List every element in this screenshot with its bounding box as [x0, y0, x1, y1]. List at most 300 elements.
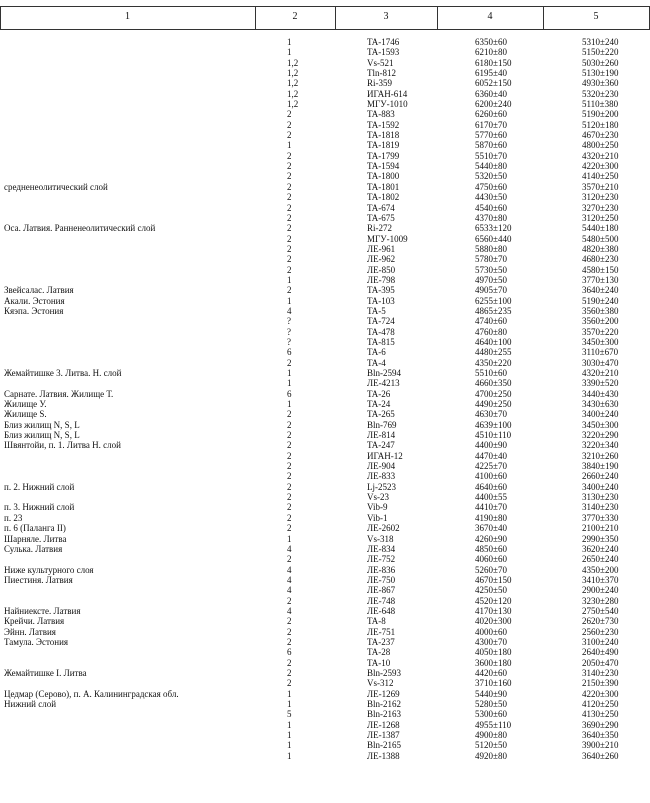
table-row: [0, 461, 650, 471]
calibrated-age-cell: 3400±240: [582, 481, 619, 492]
lab-index-cell: TA-395: [367, 285, 395, 296]
table-row: [0, 523, 650, 533]
lab-index-cell: TA-247: [367, 440, 395, 451]
table-row: [0, 689, 650, 699]
table-header: [0, 0, 650, 30]
stratum-cell: 1: [287, 368, 292, 378]
lab-index-cell: ЛЕ-814: [367, 430, 396, 441]
stratum-cell: 1: [287, 688, 292, 699]
table-row: [0, 223, 650, 233]
lab-index-cell: TA-1594: [367, 161, 400, 172]
stratum-cell: 6: [287, 347, 292, 358]
calibrated-age-cell: 3210±260: [582, 450, 619, 461]
radiocarbon-age-cell: 4060±60: [475, 554, 507, 565]
site-cell: Шарняле. Литва: [4, 533, 67, 544]
lab-index-cell: TA-28: [367, 647, 391, 658]
lab-index-cell: Bln-2594: [367, 368, 402, 378]
stratum-cell: 2: [287, 181, 292, 192]
stratum-cell: 2: [287, 357, 292, 368]
radiocarbon-age-cell: 4400±55: [475, 492, 507, 503]
stratum-cell: 4: [287, 574, 292, 585]
site-cell: Швянтойи, п. 1. Литва Н. слой: [4, 440, 121, 451]
stratum-cell: 2: [287, 492, 292, 503]
radiocarbon-age-cell: 5730±50: [475, 264, 507, 275]
lab-index-cell: TA-815: [367, 336, 395, 347]
table-row: [0, 730, 650, 740]
stratum-cell: 1,2: [287, 78, 299, 89]
lab-index-cell: Bln-2593: [367, 667, 402, 678]
stratum-cell: 1: [287, 533, 292, 544]
table-row: [0, 358, 650, 368]
stratum-cell: 1: [287, 750, 292, 761]
lab-index-cell: ЛЕ-4213: [367, 378, 400, 389]
radiocarbon-age-cell: 5510±70: [475, 150, 507, 161]
stratum-cell: 4: [287, 585, 292, 596]
lab-index-cell: ЛЕ-751: [367, 626, 396, 637]
stratum-cell: 2: [287, 150, 292, 161]
calibrated-age-cell: 2900±240: [582, 585, 619, 596]
stratum-cell: 2: [287, 161, 292, 172]
lab-index-cell: Ri-359: [367, 78, 393, 89]
calibrated-age-cell: 3560±200: [582, 316, 619, 327]
stratum-cell: 1,2: [287, 68, 299, 79]
site-cell: Крейчи. Латвия: [4, 616, 65, 627]
calibrated-age-cell: 2150±390: [582, 678, 619, 689]
table-row: [0, 171, 650, 181]
stratum-cell: 1: [287, 37, 292, 47]
table-row: [0, 740, 650, 750]
table-row: [0, 492, 650, 502]
table-row: [0, 151, 650, 161]
table-row: [0, 389, 650, 399]
lab-index-cell: ЛЕ-834: [367, 543, 396, 554]
lab-index-cell: Vib-9: [367, 502, 388, 513]
lab-index-cell: МГУ-1009: [367, 233, 408, 244]
table-row: [0, 37, 650, 47]
radiocarbon-age-cell: 4760±80: [475, 326, 507, 337]
lab-index-cell: Vs-318: [367, 533, 394, 544]
calibrated-age-cell: 3560±380: [582, 305, 619, 316]
site-cell: Сарнате. Латвия. Жилище Т.: [4, 388, 114, 399]
table-row: [0, 709, 650, 719]
radiocarbon-age-cell: 4250±50: [475, 585, 507, 596]
lab-index-cell: TA-1800: [367, 171, 400, 182]
calibrated-age-cell: 4680±230: [582, 254, 619, 265]
header-col-2: 2: [292, 11, 298, 22]
table-row: [0, 502, 650, 512]
table-row: [0, 244, 650, 254]
table-row: [0, 130, 650, 140]
calibrated-age-cell: 5190±240: [582, 295, 619, 306]
stratum-cell: 2: [287, 171, 292, 182]
radiocarbon-age-cell: 4850±60: [475, 543, 507, 554]
lab-index-cell: Bln-2163: [367, 709, 402, 720]
calibrated-age-cell: 4220±300: [582, 688, 619, 699]
stratum-cell: ?: [287, 336, 291, 347]
site-cell: Звейсалас. Латвия: [4, 285, 74, 296]
table-row: [0, 58, 650, 68]
lab-index-cell: TA-10: [367, 657, 391, 668]
radiocarbon-age-cell: 4540±60: [475, 202, 507, 213]
table-row: [0, 544, 650, 554]
calibrated-age-cell: 4820±380: [582, 243, 619, 254]
lab-index-cell: МГУ-1010: [367, 99, 408, 110]
radiocarbon-age-cell: 5770±60: [475, 130, 507, 141]
calibrated-age-cell: 3640±350: [582, 730, 619, 741]
calibrated-age-cell: 3220±340: [582, 440, 619, 451]
stratum-cell: 2: [287, 481, 292, 492]
radiocarbon-age-cell: 5300±60: [475, 709, 507, 720]
stratum-cell: 2: [287, 450, 292, 461]
stratum-cell: 2: [287, 554, 292, 565]
site-cell: Жемайтишке 3. Литва. Н. слой: [4, 368, 122, 378]
radiocarbon-age-cell: 4640±100: [475, 336, 512, 347]
lab-index-cell: TA-24: [367, 399, 391, 410]
lab-index-cell: TA-4: [367, 357, 386, 368]
stratum-cell: 2: [287, 512, 292, 523]
table-row: [0, 430, 650, 440]
table-row: [0, 720, 650, 730]
radiocarbon-age-cell: 3670±40: [475, 523, 507, 534]
stratum-cell: 2: [287, 440, 292, 451]
lab-index-cell: ЛЕ-1268: [367, 719, 400, 730]
stratum-cell: 2: [287, 223, 292, 234]
radiocarbon-age-cell: 4670±150: [475, 574, 512, 585]
stratum-cell: 1: [287, 274, 292, 285]
lab-index-cell: ЛЕ-904: [367, 461, 396, 472]
calibrated-age-cell: 3620±240: [582, 543, 619, 554]
calibrated-age-cell: 3410±370: [582, 574, 619, 585]
site-cell: Нижний слой: [4, 699, 57, 709]
lab-index-cell: ЛЕ-1388: [367, 750, 400, 761]
stratum-cell: 1: [287, 730, 292, 741]
radiocarbon-age-cell: 3710±160: [475, 678, 512, 689]
stratum-cell: 1: [287, 699, 292, 709]
radiocarbon-age-cell: 4260±90: [475, 533, 507, 544]
table-row: [0, 89, 650, 99]
radiocarbon-age-cell: 4225±70: [475, 461, 507, 472]
table-row: [0, 647, 650, 657]
stratum-cell: 2: [287, 461, 292, 472]
radiocarbon-age-cell: 4430±50: [475, 192, 507, 203]
lab-index-cell: ЛЕ-748: [367, 595, 396, 606]
stratum-cell: 5: [287, 709, 292, 720]
lab-index-cell: ЛЕ-750: [367, 574, 396, 585]
stratum-cell: 2: [287, 109, 292, 120]
table-row: [0, 368, 650, 378]
table-row: [0, 337, 650, 347]
lab-index-cell: TA-724: [367, 316, 395, 327]
stratum-cell: 1: [287, 399, 292, 410]
radiocarbon-age-cell: 4370±80: [475, 212, 507, 223]
lab-index-cell: ЛЕ-833: [367, 471, 396, 482]
table-row: [0, 306, 650, 316]
table-row: [0, 699, 650, 709]
stratum-cell: 2: [287, 626, 292, 637]
calibrated-age-cell: 2560±230: [582, 626, 619, 637]
lab-index-cell: Bln-2165: [367, 740, 402, 751]
calibrated-age-cell: 3030±470: [582, 357, 619, 368]
lab-index-cell: TA-1802: [367, 192, 400, 203]
calibrated-age-cell: 5130±190: [582, 68, 619, 79]
calibrated-age-cell: 5030±260: [582, 57, 619, 68]
table-row: [0, 678, 650, 688]
radiocarbon-age-cell: 5260±70: [475, 564, 507, 575]
lab-index-cell: TA-6: [367, 347, 386, 358]
lab-index-cell: TA-1592: [367, 119, 400, 130]
radiocarbon-age-cell: 6052±150: [475, 78, 512, 89]
radiocarbon-age-cell: 4660±350: [475, 378, 512, 389]
table-row: [0, 534, 650, 544]
calibrated-age-cell: 3100±240: [582, 636, 619, 647]
table-row: [0, 482, 650, 492]
calibrated-age-cell: 3220±290: [582, 430, 619, 441]
calibrated-age-cell: 3770±130: [582, 274, 619, 285]
table-row: [0, 192, 650, 202]
site-cell: Акали. Эстония: [4, 295, 65, 306]
table-row: [0, 596, 650, 606]
radiocarbon-age-cell: 4420±60: [475, 667, 507, 678]
lab-index-cell: ЛЕ-961: [367, 243, 396, 254]
calibrated-age-cell: 5480±500: [582, 233, 619, 244]
calibrated-age-cell: 3450±300: [582, 419, 619, 430]
radiocarbon-age-cell: 4190±80: [475, 512, 507, 523]
calibrated-age-cell: 4350±200: [582, 564, 619, 575]
calibrated-age-cell: 3440±430: [582, 388, 619, 399]
site-cell: п. 3. Нижний слой: [4, 502, 75, 513]
site-cell: Близ жилищ N, S, L: [4, 419, 80, 430]
radiocarbon-age-cell: 4170±130: [475, 605, 512, 616]
stratum-cell: 1: [287, 378, 292, 389]
lab-index-cell: Vib-1: [367, 512, 388, 523]
lab-index-cell: Lj-2523: [367, 481, 396, 492]
calibrated-age-cell: 5320±230: [582, 88, 619, 99]
calibrated-age-cell: 3900±210: [582, 740, 619, 751]
radiocarbon-age-cell: 6195±40: [475, 68, 507, 79]
calibrated-age-cell: 5440±180: [582, 223, 619, 234]
radiocarbon-age-cell: 6210±80: [475, 47, 507, 58]
site-cell: Жемайтишке I. Литва: [4, 667, 87, 678]
radiocarbon-age-cell: 4520±120: [475, 595, 512, 606]
lab-index-cell: TA-1818: [367, 130, 400, 141]
lab-index-cell: Vs-521: [367, 57, 394, 68]
table-row: [0, 616, 650, 626]
radiocarbon-age-cell: 6180±150: [475, 57, 512, 68]
header-bottom-rule: [0, 29, 650, 30]
calibrated-age-cell: 5110±380: [582, 99, 619, 110]
table-row: [0, 275, 650, 285]
radiocarbon-age-cell: 4900±80: [475, 730, 507, 741]
calibrated-age-cell: 2640±490: [582, 647, 619, 658]
stratum-cell: 4: [287, 305, 292, 316]
lab-index-cell: ЛЕ-752: [367, 554, 396, 565]
site-cell: Жилище У.: [4, 399, 47, 410]
radiocarbon-age-cell: 4865±235: [475, 305, 512, 316]
radiocarbon-age-cell: 4750±60: [475, 181, 507, 192]
calibrated-age-cell: 3450±300: [582, 336, 619, 347]
radiocarbon-age-cell: 4350±220: [475, 357, 512, 368]
radiocarbon-age-cell: 4740±60: [475, 316, 507, 327]
calibrated-age-cell: 3110±670: [582, 347, 619, 358]
site-cell: п. 23: [4, 512, 23, 523]
table-row: [0, 99, 650, 109]
radiocarbon-age-cell: 5780±70: [475, 254, 507, 265]
calibrated-age-cell: 5120±180: [582, 119, 619, 130]
table-row: [0, 254, 650, 264]
calibrated-age-cell: 4800±250: [582, 140, 619, 151]
table-row: [0, 513, 650, 523]
stratum-cell: 2: [287, 192, 292, 203]
table-row: [0, 120, 650, 130]
stratum-cell: 2: [287, 212, 292, 223]
radiocarbon-age-cell: 5880±80: [475, 243, 507, 254]
stratum-cell: 2: [287, 264, 292, 275]
stratum-cell: 4: [287, 605, 292, 616]
lab-index-cell: TA-237: [367, 636, 395, 647]
table-row: [0, 68, 650, 78]
table-row: [0, 213, 650, 223]
calibrated-age-cell: 4140±250: [582, 171, 619, 182]
radiocarbon-age-cell: 4410±70: [475, 502, 507, 513]
site-cell: Кяэпа. Эстония: [4, 305, 64, 316]
stratum-cell: 1,2: [287, 99, 299, 110]
calibrated-age-cell: 2750±540: [582, 605, 619, 616]
radiocarbon-age-cell: 6350±60: [475, 37, 507, 47]
site-cell: Сулька. Латвия: [4, 543, 63, 554]
calibrated-age-cell: 3640±260: [582, 750, 619, 761]
stratum-cell: 2: [287, 595, 292, 606]
radiocarbon-age-cell: 5280±50: [475, 699, 507, 709]
lab-index-cell: ЛЕ-962: [367, 254, 396, 265]
site-cell: Близ жилищ N, S, L: [4, 430, 80, 441]
table-row: [0, 627, 650, 637]
site-cell: Эйнн. Латвия: [4, 626, 56, 637]
calibrated-age-cell: 2100±210: [582, 523, 619, 534]
lab-index-cell: ЛЕ-850: [367, 264, 396, 275]
stratum-cell: 1: [287, 140, 292, 151]
lab-index-cell: TA-674: [367, 202, 395, 213]
stratum-cell: 2: [287, 254, 292, 265]
radiocarbon-age-cell: 5510±60: [475, 368, 507, 378]
stratum-cell: 2: [287, 667, 292, 678]
calibrated-age-cell: 3770±330: [582, 512, 619, 523]
table-row: [0, 140, 650, 150]
lab-index-cell: Tln-812: [367, 68, 396, 79]
table-row: [0, 575, 650, 585]
lab-index-cell: TA-1593: [367, 47, 400, 58]
calibrated-age-cell: 5150±220: [582, 47, 619, 58]
radiocarbon-age-cell: 6560±440: [475, 233, 512, 244]
lab-index-cell: TA-26: [367, 388, 391, 399]
calibrated-age-cell: 4320±210: [582, 150, 619, 161]
radiocarbon-age-cell: 6200±240: [475, 99, 512, 110]
calibrated-age-cell: 3120±230: [582, 192, 619, 203]
table-row: [0, 234, 650, 244]
stratum-cell: 2: [287, 119, 292, 130]
calibrated-age-cell: 3840±190: [582, 461, 619, 472]
radiocarbon-age-cell: 4700±250: [475, 388, 512, 399]
stratum-cell: ?: [287, 326, 291, 337]
calibrated-age-cell: 4670±230: [582, 130, 619, 141]
table-row: [0, 203, 650, 213]
radiocarbon-age-cell: 5120±50: [475, 740, 507, 751]
lab-index-cell: TA-5: [367, 305, 386, 316]
lab-index-cell: ЛЕ-836: [367, 564, 396, 575]
radiocarbon-age-cell: 4490±250: [475, 399, 512, 410]
radiocarbon-age-cell: 6170±70: [475, 119, 507, 130]
calibrated-age-cell: 2990±350: [582, 533, 619, 544]
table-row: [0, 296, 650, 306]
stratum-cell: 2: [287, 202, 292, 213]
table-row: [0, 658, 650, 668]
radiocarbon-age-cell: 4630±70: [475, 409, 507, 420]
table-row: [0, 637, 650, 647]
lab-index-cell: TA-1746: [367, 37, 400, 47]
calibrated-age-cell: 3400±240: [582, 409, 619, 420]
table-row: [0, 606, 650, 616]
calibrated-age-cell: 3140±230: [582, 502, 619, 513]
lab-index-cell: ЛЕ-867: [367, 585, 396, 596]
stratum-cell: 2: [287, 523, 292, 534]
radiocarbon-age-cell: 6255±100: [475, 295, 512, 306]
table-row: [0, 451, 650, 461]
radiocarbon-age-cell: 4000±60: [475, 626, 507, 637]
lab-index-cell: Bln-769: [367, 419, 397, 430]
site-cell: Пиестиня. Латвия: [4, 574, 73, 585]
radiocarbon-age-cell: 4955±110: [475, 719, 512, 730]
calibrated-age-cell: 3640±240: [582, 285, 619, 296]
table-row: [0, 378, 650, 388]
lab-index-cell: TA-883: [367, 109, 395, 120]
stratum-cell: 2: [287, 502, 292, 513]
lab-index-cell: Vs-312: [367, 678, 394, 689]
table-row: [0, 668, 650, 678]
stratum-cell: 2: [287, 243, 292, 254]
table-row: [0, 182, 650, 192]
calibrated-age-cell: 4120±250: [582, 699, 619, 709]
radiocarbon-age-cell: 5870±60: [475, 140, 507, 151]
site-cell: Цедмар (Серово), п. А. Калининградская обл.: [4, 688, 179, 699]
table-row: [0, 78, 650, 88]
table-row: [0, 751, 650, 761]
calibrated-age-cell: 5190±200: [582, 109, 619, 120]
radiocarbon-age-cell: 3600±180: [475, 657, 512, 668]
lab-index-cell: ЛЕ-1269: [367, 688, 400, 699]
stratum-cell: 2: [287, 471, 292, 482]
stratum-cell: 6: [287, 388, 292, 399]
table-row: [0, 440, 650, 450]
stratum-cell: 2: [287, 409, 292, 420]
radiocarbon-age-cell: 4400±90: [475, 440, 507, 451]
site-cell: Тамула. Эстония: [4, 636, 69, 647]
lab-index-cell: Vs-23: [367, 492, 389, 503]
calibrated-age-cell: 4130±250: [582, 709, 619, 720]
stratum-cell: 6: [287, 647, 292, 658]
radiocarbon-age-cell: 4639±100: [475, 419, 512, 430]
stratum-cell: 2: [287, 233, 292, 244]
table-row: [0, 565, 650, 575]
lab-index-cell: Ri-272: [367, 223, 393, 234]
lab-index-cell: TA-8: [367, 616, 386, 627]
table-row: [0, 347, 650, 357]
stratum-cell: 1: [287, 47, 292, 58]
header-col-3: 3: [383, 11, 389, 22]
table-row: [0, 327, 650, 337]
radiocarbon-age-cell: 5440±90: [475, 688, 507, 699]
site-cell: Оса. Латвия. Ранненеолитический слой: [4, 223, 156, 234]
calibrated-age-cell: 3140±230: [582, 667, 619, 678]
table-row: [0, 409, 650, 419]
